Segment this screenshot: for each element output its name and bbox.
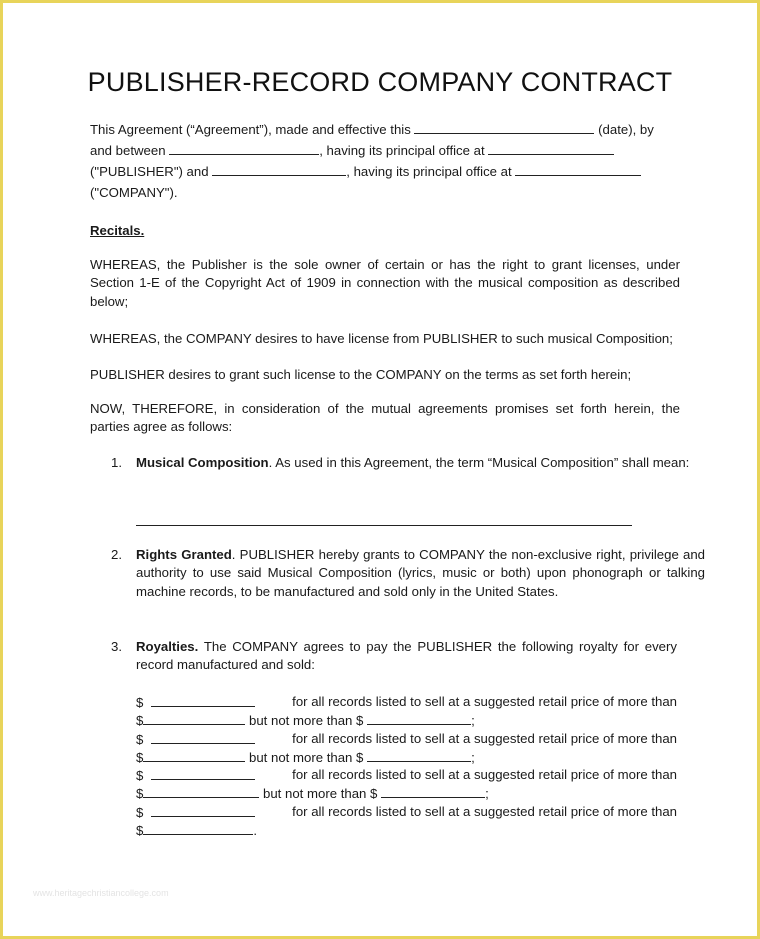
clause-rights-granted: 2. Rights Granted. PUBLISHER hereby grants to COMPANY the non-exclusive right, privilege and authority to use said Musical Composition (lyrics, music or both) upon phonograph or talking machine records, to be manufactured and sold only in the United States. xyxy=(111,547,706,599)
amount-blank[interactable] xyxy=(151,803,255,817)
musical-composition-blank[interactable] xyxy=(136,525,632,526)
amount-blank[interactable] xyxy=(151,730,255,744)
royalty-row: $ . xyxy=(136,823,258,839)
royalty-schedule xyxy=(136,693,681,839)
whereas-paragraph-1: WHEREAS, the Publisher is the sole owner of certain or has the right to grant licenses, under Section 1-E of the Copyright Act of 1909 in connection with the musical composition as described below; xyxy=(90,257,680,309)
amount-blank[interactable] xyxy=(367,748,471,762)
date-blank[interactable] xyxy=(414,120,594,134)
publisher-name-blank[interactable] xyxy=(169,141,319,155)
whereas-paragraph-2: WHEREAS, the COMPANY desires to have license from PUBLISHER to such musical Composition; xyxy=(90,331,673,346)
publisher-desires-paragraph: PUBLISHER desires to grant such license to the COMPANY on the terms as set forth herein; xyxy=(90,367,632,382)
royalty-row: $ for all records listed to sell at a suggested retail price of more than xyxy=(136,767,677,784)
intro-paragraph: This Agreement (“Agreement”), made and effective this (date), by and between , having its principal office at ("PUBLISHER") and , having its principal office at ("COMPANY"). xyxy=(90,122,654,200)
royalty-row: $ for all records listed to sell at a suggested retail price of more than xyxy=(136,803,677,820)
publisher-office-blank[interactable] xyxy=(488,141,614,155)
clause-heading: Rights Granted xyxy=(136,547,232,562)
amount-blank[interactable] xyxy=(381,784,485,798)
amount-blank[interactable] xyxy=(151,766,255,780)
company-name-blank[interactable] xyxy=(212,162,346,176)
company-office-blank[interactable] xyxy=(515,162,641,176)
amount-blank[interactable] xyxy=(143,711,245,725)
recitals-heading: Recitals. xyxy=(90,223,145,238)
royalty-row: $ for all records listed to sell at a suggested retail price of more than xyxy=(136,694,677,710)
document-title: PUBLISHER-RECORD COMPANY CONTRACT xyxy=(87,67,673,97)
clause-number: 1. xyxy=(111,455,122,470)
clause-number: 3. xyxy=(111,639,122,654)
amount-blank[interactable] xyxy=(151,693,255,707)
amount-blank[interactable] xyxy=(143,784,259,798)
royalty-row: $ but not more than $ ; xyxy=(136,713,475,729)
clause-royalties: 3. Royalties. The COMPANY agrees to pay the PUBLISHER the following royalty for every record manufactured and sold: xyxy=(111,639,677,673)
clause-musical-composition: 1. Musical Composition. As used in this Agreement, the term “Musical Composition” shall mean: xyxy=(111,454,705,472)
clause-heading: Musical Composition xyxy=(136,455,269,470)
watermark: www.heritagechristiancollege.com xyxy=(33,888,169,898)
amount-blank[interactable] xyxy=(367,711,471,725)
royalty-row: $ but not more than $ ; xyxy=(136,786,489,802)
clause-heading: Royalties. xyxy=(136,639,199,654)
now-therefore-paragraph: NOW, THEREFORE, in consideration of the mutual agreements promises set forth herein, the parties agree as follows: xyxy=(90,401,680,435)
royalty-row: $ for all records listed to sell at a suggested retail price of more than xyxy=(136,730,677,747)
clause-number: 2. xyxy=(111,547,122,562)
royalty-row: $ but not more than $ ; xyxy=(136,749,475,765)
amount-blank[interactable] xyxy=(143,748,245,762)
amount-blank[interactable] xyxy=(143,821,253,835)
